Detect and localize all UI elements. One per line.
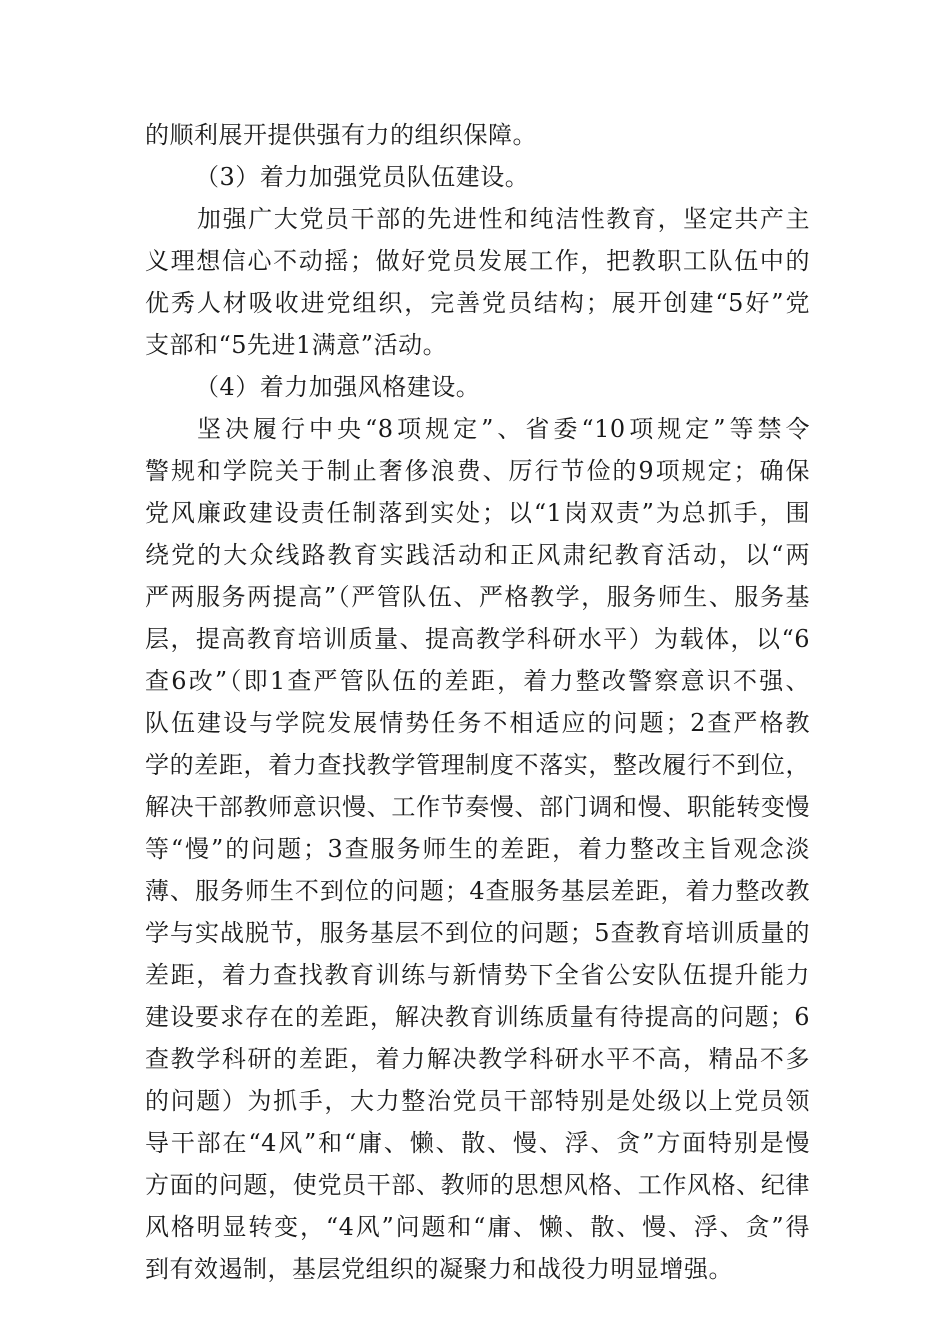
text-line: 支部和“5先进1满意”活动。 — [145, 331, 448, 359]
text-line: 到有效遏制，基层党组织的凝聚力和战役力明显增强。 — [145, 1255, 733, 1283]
text-line: 学与实战脱节，服务基层不到位的问题；5查教育培训质量的 — [145, 919, 810, 947]
text-line: 警规和学院关于制止奢侈浪费、厉行节俭的9项规定；确保 — [145, 457, 810, 485]
text-line: 绕党的大众线路教育实践活动和正风肃纪教育活动，以“两 — [145, 541, 810, 569]
text-line: 义理想信心不动摇；做好党员发展工作，把教职工队伍中的 — [145, 247, 810, 275]
text-line: 方面的问题，使党员干部、教师的思想风格、工作风格、纪律 — [145, 1171, 810, 1199]
text-line: 查6改”（即1查严管队伍的差距，着力整改警察意识不强、 — [145, 667, 810, 695]
text-line: 层，提高教育培训质量、提高教学科研水平）为载体，以“6 — [145, 625, 810, 653]
text-line: 建设要求存在的差距，解决教育训练质量有待提高的问题；6 — [145, 1003, 810, 1031]
text-line: 严两服务两提高”（严管队伍、严格教学，服务师生、服务基 — [145, 583, 810, 611]
text-line: 学的差距，着力查找教学管理制度不落实，整改履行不到位， — [145, 751, 810, 779]
section-heading: （4）着力加强风格建设。 — [195, 373, 481, 401]
text-line: 解决干部教师意识慢、工作节奏慢、部门调和慢、职能转变慢 — [145, 793, 810, 821]
section-heading: （3）着力加强党员队伍建设。 — [195, 163, 530, 191]
text-line: 导干部在“4风”和“庸、懒、散、慢、浮、贪”方面特别是慢 — [145, 1129, 810, 1157]
document-body — [145, 114, 810, 1290]
text-line: 薄、服务师生不到位的问题；4查服务基层差距，着力整改教 — [145, 877, 810, 905]
text-line: 党风廉政建设责任制落到实处；以“1岗双责”为总抓手，围 — [145, 499, 810, 527]
text-line: 队伍建设与学院发展情势任务不相适应的问题；2查严格教 — [145, 709, 810, 737]
text-line: 加强广大党员干部的先进性和纯洁性教育，坚定共产主 — [197, 205, 810, 233]
text-line: 差距，着力查找教育训练与新情势下全省公安队伍提升能力 — [145, 961, 810, 989]
text-line: 的问题）为抓手，大力整治党员干部特别是处级以上党员领 — [145, 1087, 810, 1115]
text-line: 优秀人材吸收进党组织，完善党员结构；展开创建“5好”党 — [145, 289, 810, 317]
text-line: 的顺利展开提供强有力的组织保障。 — [145, 121, 537, 149]
text-line: 坚决履行中央“8项规定”、省委“10项规定”等禁令 — [197, 415, 810, 443]
text-line: 查教学科研的差距，着力解决教学科研水平不高，精品不多 — [145, 1045, 810, 1073]
text-line: 等“慢”的问题；3查服务师生的差距，着力整改主旨观念淡 — [145, 835, 810, 863]
text-line: 风格明显转变，“4风”问题和“庸、懒、散、慢、浮、贪”得 — [145, 1213, 810, 1241]
